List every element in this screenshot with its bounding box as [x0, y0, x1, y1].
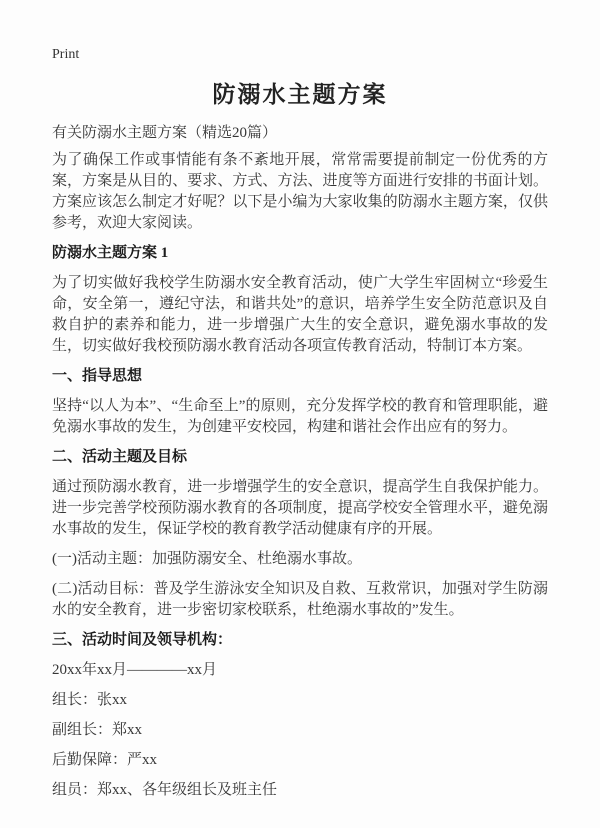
members-line: 组员：郑xx、各年级组长及班主任 — [52, 782, 278, 798]
leader-line: 组长：张xx — [52, 692, 128, 708]
intro-paragraph: 为了确保工作或事情能有条不紊地开展，常常需要提前制定一份优秀的方案，方案是从目的、要求、方式、方法、进度等方面进行安排的书面计划。方案应该怎么制定才好呢？以下是小编为大家收集的防溺水主题方案，仅供参考，欢迎大家阅读。 — [52, 152, 548, 231]
page-title: 防溺水主题方案 — [212, 82, 388, 107]
guiding-ideology-paragraph: 坚持“以人为本”、“生命至上”的原则，充分发挥学校的教育和管理职能，避免溺水事故的发生，为创建平安校园，构建和谐社会作出应有的努力。 — [52, 398, 548, 435]
guiding-ideology-heading: 一、指导思想 — [52, 368, 143, 384]
activity-theme-item: (一)活动主题：加强防溺安全、杜绝溺水事故。 — [52, 551, 362, 567]
plan-1-heading: 防溺水主题方案 1 — [52, 245, 169, 261]
theme-goals-heading: 二、活动主题及目标 — [52, 449, 188, 465]
time-organization-heading: 三、活动时间及领导机构： — [52, 632, 233, 648]
deputy-leader-line: 副组长：郑xx — [52, 722, 143, 738]
plan-1-overview-paragraph: 为了切实做好我校学生防溺水安全教育活动，使广大学生牢固树立“珍爱生命，安全第一，遵纪守法，和谐共处”的意识，培养学生安全防范意识及自救自护的素养和能力，进一步增强广大生的安全意识，避免溺水事故的发生，切实做好我校预防溺水教育活动各项宣传教育活动，特制订本方案。 — [52, 275, 548, 354]
logistics-line: 后勤保障：严xx — [52, 752, 158, 768]
theme-goals-paragraph: 通过预防溺水教育，进一步增强学生的安全意识，提高学生自我保护能力。进一步完善学校预防溺水教育的各项制度，提高学校安全管理水平，避免溺水事故的发生，保证学校的教育教学活动健康有序的开展。 — [52, 479, 548, 537]
time-range-line: 20xx年xx月————xx月 — [52, 662, 218, 678]
document-subtitle: 有关防溺水主题方案（精选20篇） — [52, 125, 278, 141]
print-link[interactable]: Print — [52, 47, 80, 62]
activity-goal-item: (二)活动目标：普及学生游泳安全知识及自救、互救常识，加强对学生防溺水的安全教育，进一步密切家校联系，杜绝溺水事故的”发生。 — [52, 581, 548, 618]
